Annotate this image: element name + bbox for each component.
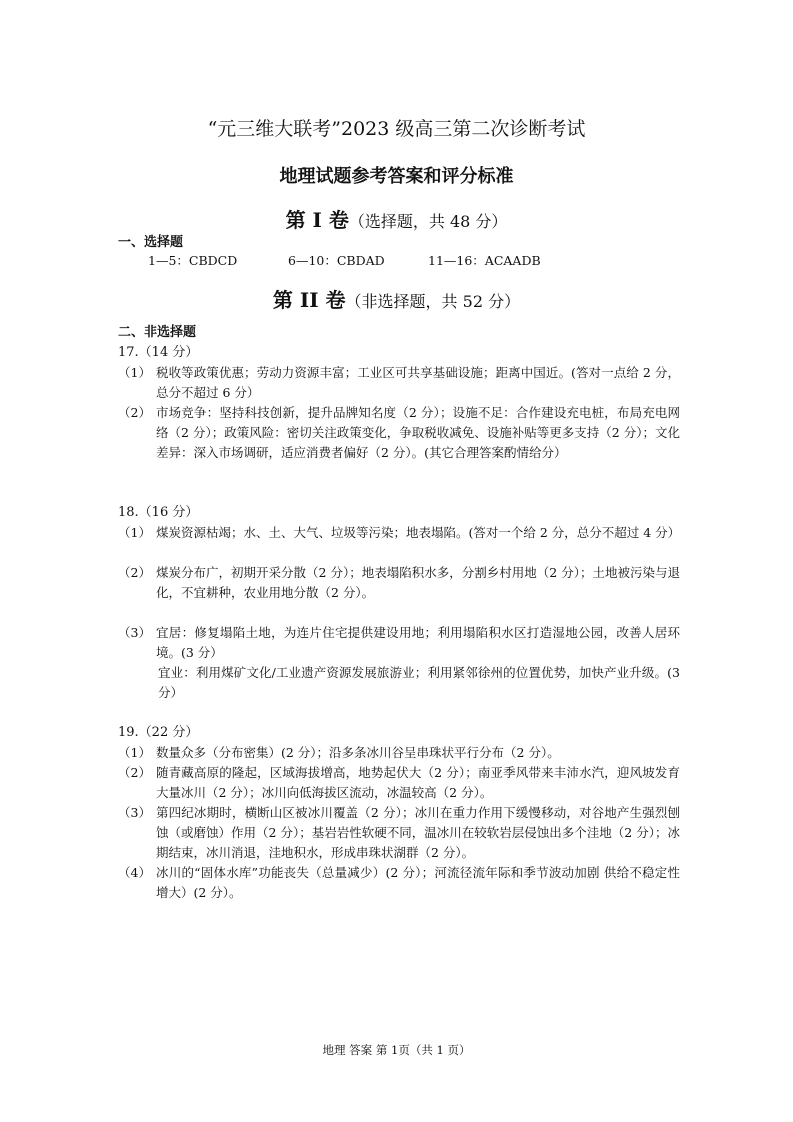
answer-text: 煤炭分布广，初期开采分散（2 分）；地表塌陷积水多，分割乡村用地（2 分）；土地被污染与退化，不宜耕种，农业用地分散（2 分）。 xyxy=(156,565,680,600)
part-2-label: 二、非选择题 xyxy=(118,325,197,340)
choice-answer-group: 11—16：ACAADB xyxy=(428,253,541,268)
q18-answer-3 xyxy=(118,623,680,663)
q19-answer-3 xyxy=(118,803,680,863)
q17-answer-1 xyxy=(118,363,680,403)
q17-answer-2 xyxy=(118,403,680,463)
question-17-header: 17.（14 分） xyxy=(118,345,199,360)
answer-number: （1） xyxy=(118,365,151,380)
question-19-header: 19.（22 分） xyxy=(118,725,199,740)
answer-text: 税收等政策优惠；劳动力资源丰富；工业区可共享基础设施；距离中国近。(答对一点给 2 分，总分不超过 6 分） xyxy=(156,365,680,400)
answer-number: （4） xyxy=(118,865,151,880)
q18-answer-1 xyxy=(118,523,680,543)
part-1-label: 一、选择题 xyxy=(118,235,184,250)
answer-text: 随青藏高原的隆起，区域海拔增高，地势起伏大（2 分）；南亚季风带来丰沛水汽，迎风坡发育大量冰川（2 分）；冰川向低海拔区流动，冰温较高（2 分）。 xyxy=(156,765,680,800)
choice-answer-group: 1—5：CBDCD xyxy=(148,253,238,268)
q18-answer-2 xyxy=(118,563,680,603)
answer-number: （3） xyxy=(118,805,151,820)
q19-answer-4 xyxy=(118,863,680,903)
section-2-sub: （非选择题，共 52 分） xyxy=(345,292,521,311)
answer-number: （1） xyxy=(118,745,151,760)
answer-text: 数量众多（分布密集）(2 分）；沿多条冰川谷呈串珠状平行分布（2 分）。 xyxy=(156,745,560,760)
section-1-heading xyxy=(0,206,793,236)
answer-number: （3） xyxy=(118,625,151,640)
question-18-header: 18.（16 分） xyxy=(118,505,199,520)
answer-text: 煤炭资源枯竭；水、土、大气、垃圾等污染；地表塌陷。(答对一个给 2 分，总分不超过 4 分） xyxy=(156,525,681,540)
answer-key-title: 地理试题参考答案和评分标准 xyxy=(279,166,514,187)
answer-number: （2） xyxy=(118,765,151,780)
answer-text: 市场竞争：坚持科技创新，提升品牌知名度（2 分）；设施不足：合作建设充电桩，布局充电网络（2 分）；政策风险：密切关注政策变化，争取税收减免、设施补贴等更多支持（2 分）；文化差异：深入市场调研，适应消费者偏好（2 分）。(其它合理答案酌情给分） xyxy=(156,405,680,460)
q18-answer-3b: 宜业：利用煤矿文化/工业遗产资源发展旅游业；利用紧邻徐州的位置优势，加快产业升级。(3 分） xyxy=(158,665,680,700)
q19-answer-2 xyxy=(118,763,680,803)
answer-text: 第四纪冰期时，横断山区被冰川覆盖（2 分）；冰川在重力作用下缓慢移动，对谷地产生强烈刨蚀（或磨蚀）作用（2 分）；基岩岩性软硬不同，温冰川在较软岩层侵蚀出多个洼地（2 分）；冰期结束，冰川消退，洼地积水，形成串珠状湖群（2 分）。 xyxy=(156,805,680,860)
answer-number: （2） xyxy=(118,565,151,580)
section-2-heading xyxy=(0,286,793,316)
answer-text: 宜居：修复塌陷土地，为连片住宅提供建设用地；利用塌陷积水区打造湿地公园，改善人居环境。(3 分） xyxy=(156,625,680,660)
choice-answer-group: 6—10：CBDAD xyxy=(288,253,385,268)
page-footer: 地理 答案 第 1页（共 1 页） xyxy=(322,1043,471,1057)
answer-number: （1） xyxy=(118,525,151,540)
q19-answer-1 xyxy=(118,743,680,763)
answer-number: （2） xyxy=(118,405,151,420)
exam-title: “元三维大联考”2023 级高三第二次诊断考试 xyxy=(207,118,586,140)
answer-text: 冰川的“固体水库”功能丧失（总量减少）(2 分）；河流径流年际和季节波动加剧 供给不稳定性增大）(2 分）。 xyxy=(156,865,680,900)
section-1-sub: （选择题，共 48 分） xyxy=(348,212,508,231)
section-1-main: 第 I 卷 xyxy=(285,208,349,232)
section-2-main: 第 II 卷 xyxy=(272,288,346,312)
